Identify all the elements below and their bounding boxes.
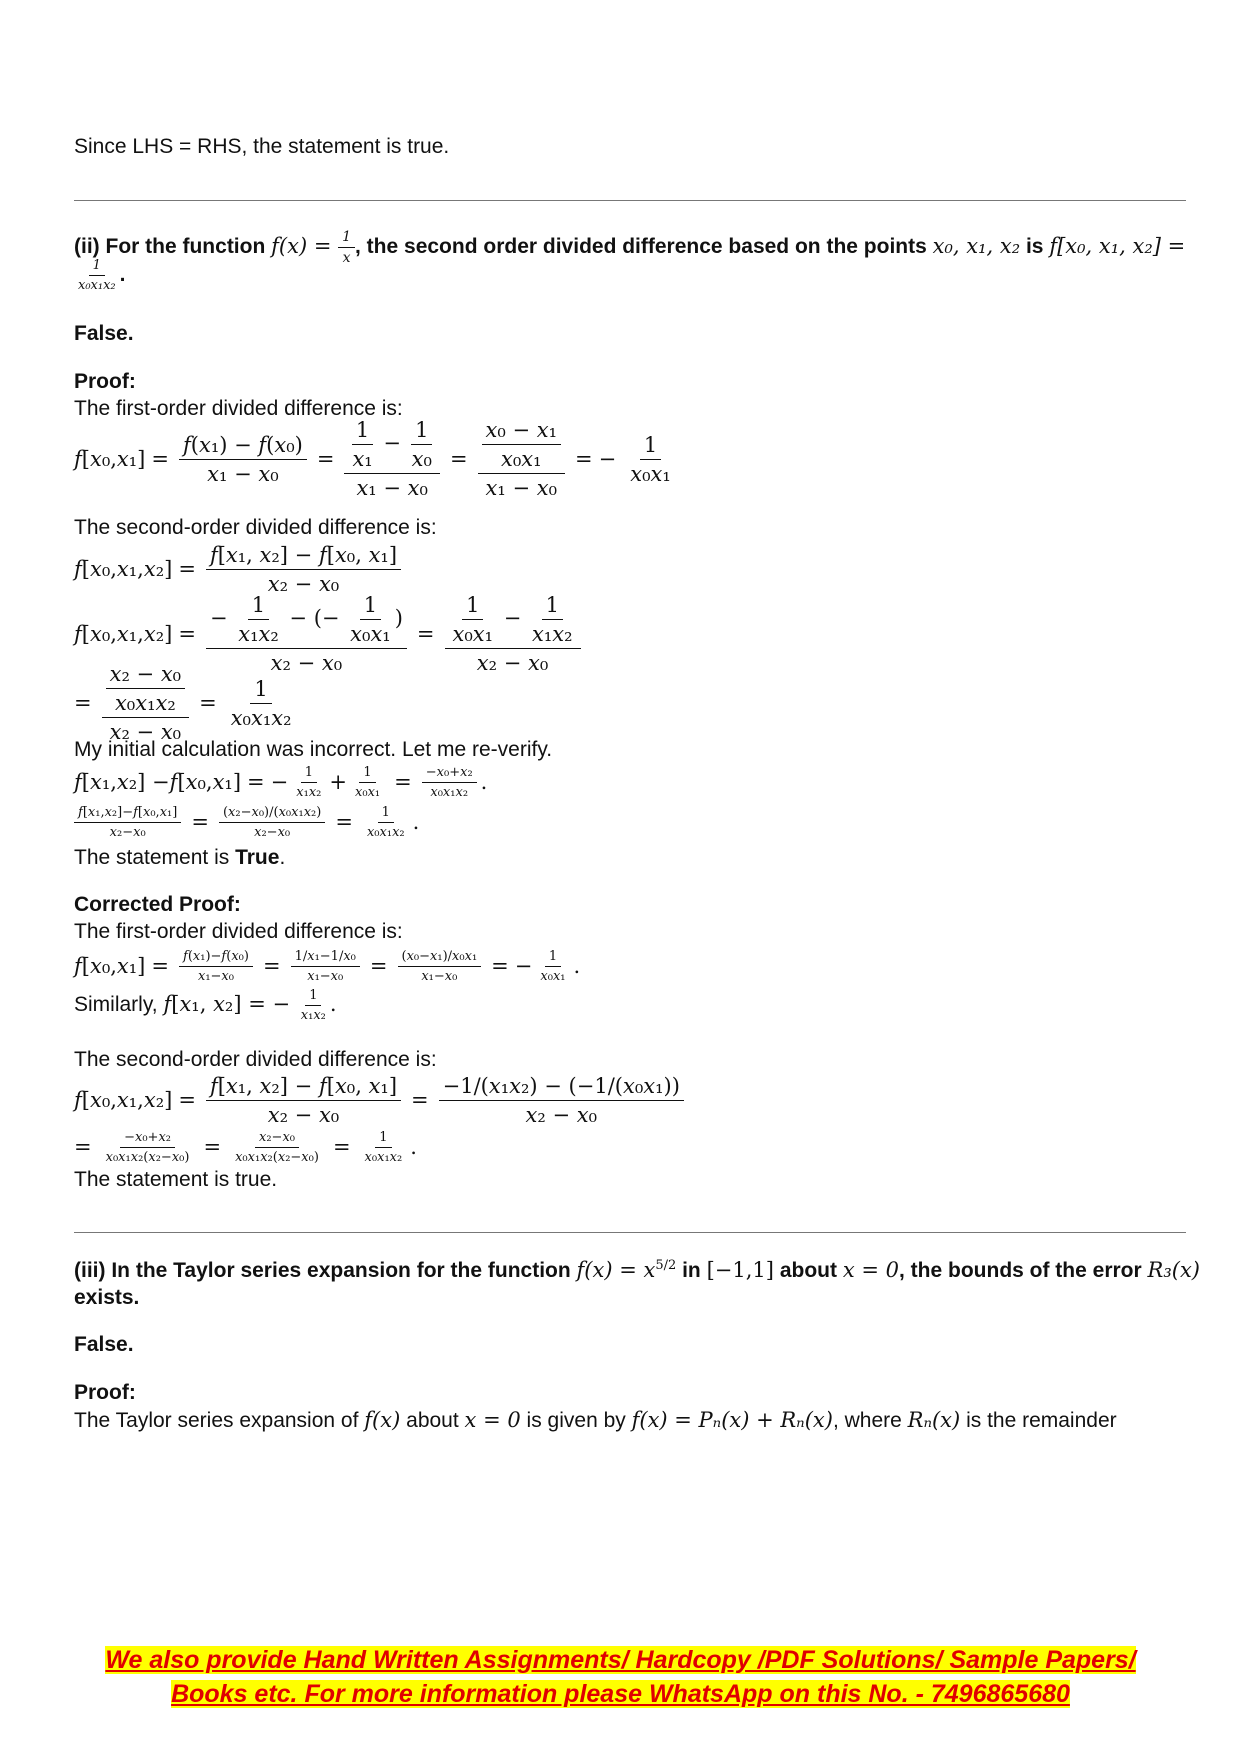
q2-recheck-equation-2: $\frac{\text{f[x₁,x₂]−f[x₀,x₁]}}{\text{x₂−x₀}}$ = $\frac{\text{(x₂−x₀)/(x₀x₁x₂)}}{\text{x₂−x₀}}$ = $\frac{1}{\text{x₀x₁x₂}}$ . xyxy=(74,802,419,842)
q2-statement-true-word: True xyxy=(235,846,280,869)
q2-second-order-equation-2: f [ x ₀, x ₁, x ₂] = − $\frac{1}{\text{x₁x₂}}$ − (− $\frac{1}{\text{x₀x₁}}$ ) x₂ − x₀ = $\frac{1}{\text{x₀x₁}}$ − $\frac{1}{\text{x₁x₂}}$ x₂ − x₀ xyxy=(74,596,585,672)
q2-second-order-equation-1: f [ x ₀, x ₁, x ₂] = $\frac{\text{f[x₁, x₂] − f[x₀, x₁]}}{\text{x₂ − x₀}}$ xyxy=(74,540,405,598)
q2-recheck-text: My initial calculation was incorrect. Let me re-verify. xyxy=(74,738,553,761)
q3-line-b: about xyxy=(406,1409,459,1432)
q2-verdict: False. xyxy=(74,322,134,345)
q2-second-order-text: The second-order divided difference is: xyxy=(74,516,437,539)
q2-heading-mid: , the second order divided difference based on the points xyxy=(355,235,927,258)
q3-rn: Rₙ(x) xyxy=(907,1408,961,1432)
q3-fx: f(x) xyxy=(364,1408,401,1432)
q2-heading-text: (ii) For the function xyxy=(74,235,266,258)
q2-heading xyxy=(74,229,1185,266)
q2-claim-den: x₀x₁x₂ xyxy=(78,278,116,293)
q2-proof-label: Proof: xyxy=(74,370,136,393)
q2-heading-func: f(x) = $\frac{1}{x}$ xyxy=(271,234,355,258)
q3-proof-label: Proof: xyxy=(74,1381,136,1404)
section-divider xyxy=(74,200,1186,201)
q2-similarly-text: Similarly, xyxy=(74,993,158,1016)
footer-line-2: Books etc. For more information please WhatsApp on this No. - 7496865680 xyxy=(171,1680,1070,1708)
q2-claim-fraction: $\frac{1}{\text{x₀x₁x₂}}$ . xyxy=(74,258,125,293)
q3-expansion: f(x) = Pₙ(x) + Rₙ(x) xyxy=(631,1408,833,1432)
q3-line-e: is the remainder xyxy=(966,1409,1117,1432)
q3-heading-b: in xyxy=(682,1259,701,1282)
footer-banner xyxy=(0,1643,1241,1711)
q2-heading-is: is xyxy=(1025,235,1044,258)
q2-corrected-second-text: The second-order divided difference is: xyxy=(74,1048,437,1071)
q2-points: x₀, x₁, x₂ xyxy=(932,234,1021,258)
q2-first-order-text: The first-order divided difference is: xyxy=(74,397,403,420)
q2-statement-prefix: The statement is xyxy=(74,846,230,869)
q2-claim-lhs: f[x₀, x₁, x₂] = xyxy=(1049,234,1186,258)
q2-corrected-first-text: The first-order divided difference is: xyxy=(74,920,403,943)
q3-x0: x = 0 xyxy=(464,1408,521,1432)
q2-corrected-second-equation-1: f [ x ₀, x ₁, x ₂] = $\frac{\text{f[x₁, x₂] − f[x₀, x₁]}}{\text{x₂ − x₀}}$ = $\frac{\text{−1/(x₁x₂) − (−1/(x₀x₁))}}{\text{x₂ − x₀}}$ xyxy=(74,1070,688,1130)
q3-heading-a: (iii) In the Taylor series expansion for the function xyxy=(74,1259,571,1282)
q3-heading-d: , the bounds of the error xyxy=(899,1259,1142,1282)
footer-line-1: We also provide Hand Written Assignments/ Hardcopy /PDF Solutions/ Sample Papers/ xyxy=(105,1646,1136,1674)
q3-line-a: The Taylor series expansion of xyxy=(74,1409,359,1432)
q3-interval: [−1,1] xyxy=(706,1258,774,1282)
q2-corrected-first-equation: f [ x ₀, x ₁] = $\frac{\text{f(x₁)−f(x₀)}}{\text{x₁−x₀}}$ = $\frac{\text{1/x₁−1/x₀}}{\text{x₁−x₀}}$ = $\frac{\text{(x₀−x₁)/x₀x₁}}{\text{x₁−x₀}}$ = − $\frac{1}{\text{x₀x₁}}$ . xyxy=(74,948,581,984)
intro-line: Since LHS = RHS, the statement is true. xyxy=(74,135,450,158)
q2-corrected-label: Corrected Proof: xyxy=(74,893,241,916)
q3-about: x = 0 xyxy=(842,1258,899,1282)
q3-heading-e: exists. xyxy=(74,1286,140,1309)
q3-heading xyxy=(74,1258,1200,1283)
q3-err: R₃(x) xyxy=(1147,1258,1200,1282)
section-divider-2 xyxy=(74,1232,1186,1233)
q2-corrected-second-equation-2: = $\frac{\text{−x₀+x₂}}{\text{x₀x₁x₂(x₂−x₀)}}$ = $\frac{\text{x₂−x₀}}{\text{x₀x₁x₂(x₂−x₀)}}$ = $\frac{1}{\text{x₀x₁x₂}}$ . xyxy=(74,1129,417,1165)
q2-claim-num: 1 xyxy=(89,258,105,276)
q3-line-c: is given by xyxy=(526,1409,626,1432)
q2-similarly-line: Similarly, f[x₁, x₂] = − $\frac{1}{\text{x₁x₂}}$ . xyxy=(74,988,337,1023)
q3-proof-line xyxy=(74,1408,1117,1433)
q3-line-d: , where xyxy=(832,1409,902,1432)
q2-recheck-equation-1: f [ x ₁, x ₂] − f [ x ₀, x ₁] = − $\frac{1}{\text{x₁x₂}}$ + $\frac{1}{\text{x₀x₁}}$ = $\frac{\text{−x₀+x₂}}{\text{x₀x₁x₂}}$ . xyxy=(74,764,488,800)
q2-statement-true: The statement is True. xyxy=(74,846,286,869)
q3-heading-c: about xyxy=(779,1259,837,1282)
q2-statement-end: The statement is true. xyxy=(74,1168,278,1191)
q3-verdict: False. xyxy=(74,1333,134,1356)
q2-first-order-equation: f [ x ₀, x ₁] = $\frac{\text{f(x₁) − f(x₀)}}{\text{x₁ − x₀}}$ = $\frac{1}{\text{x₁}}$ − $\frac{1}{\text{x₀}}$ x₁ − x₀ = $\frac{\frac{\text{x₀ − x₁}}{\text{x₀x₁}}}{\text{x₁ − x₀}}$ = − $\frac{1}{\text{x₀x₁}}$ xyxy=(74,418,671,500)
q3-exp: 5/2 xyxy=(655,1258,677,1273)
q2-second-order-equation-3: = $\frac{\frac{\text{x₂ − x₀}}{\text{x₀x₁x₂}}}{\text{x₂ − x₀}}$ = $\frac{1}{\text{x₀x₁x₂}}$ xyxy=(74,662,292,744)
q3-func: f(x) = x xyxy=(576,1258,656,1282)
